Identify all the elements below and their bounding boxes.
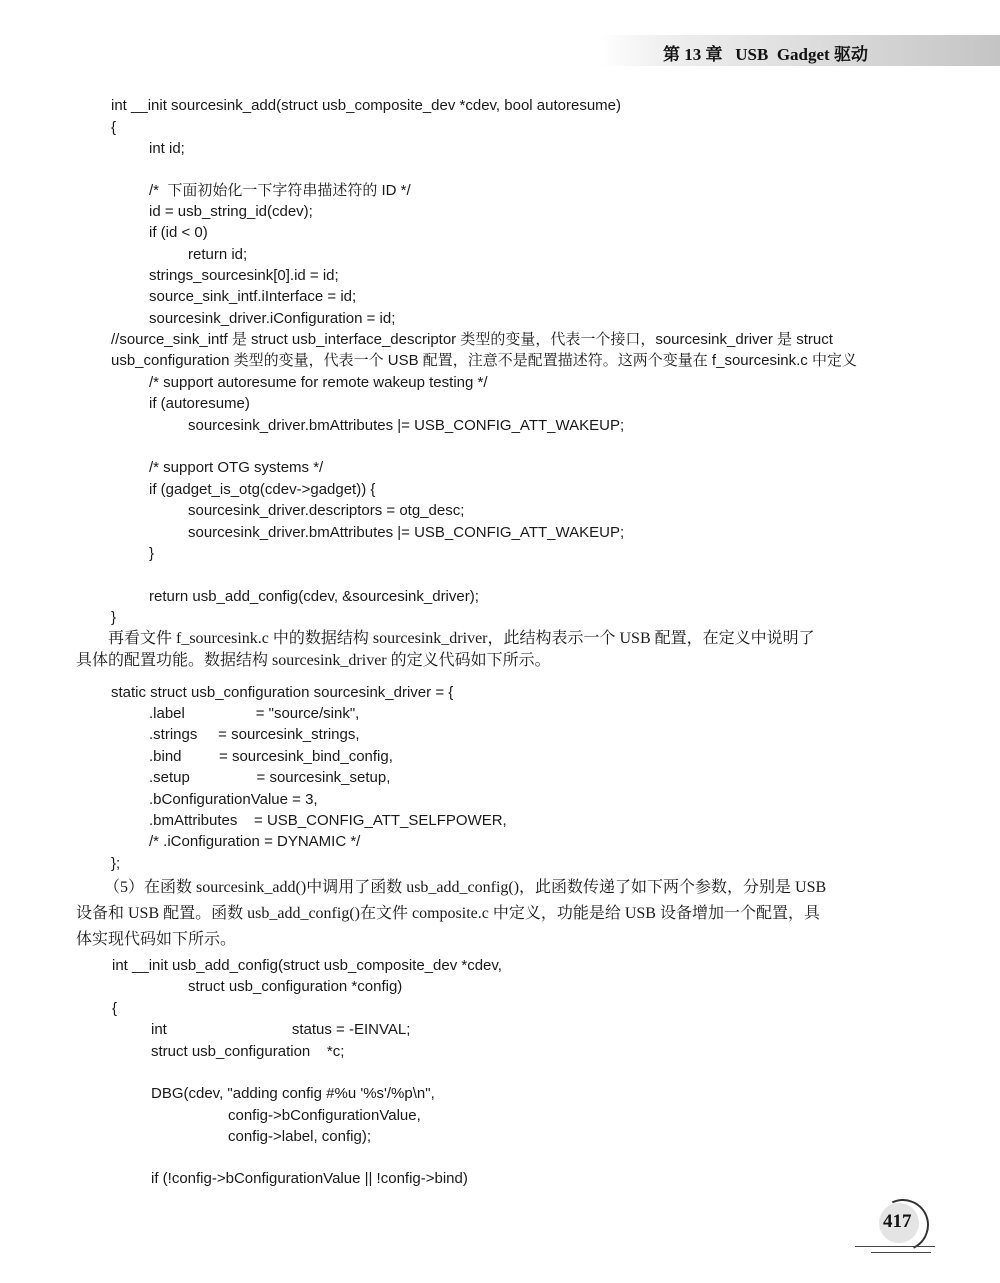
code-line: if (id < 0)	[149, 224, 208, 241]
code-line: config->label, config);	[228, 1128, 371, 1145]
code-line: DBG(cdev, "adding config #%u '%s'/%p\n",	[151, 1085, 435, 1102]
code-line: struct usb_configuration *config)	[188, 978, 403, 995]
code-line: id = usb_string_id(cdev);	[149, 203, 313, 220]
code-line: int status = -EINVAL;	[151, 1021, 411, 1038]
code-line: .bConfigurationValue = 3,	[149, 791, 318, 808]
page-number-badge	[855, 1195, 955, 1265]
code-line: .bind = sourcesink_bind_config,	[149, 748, 393, 765]
body-text-line: 体实现代码如下所示。	[76, 931, 237, 948]
code-line: .label = "source/sink",	[149, 705, 360, 722]
code-line: sourcesink_driver.iConfiguration = id;	[149, 310, 396, 327]
page-number: 417	[883, 1211, 912, 1232]
code-line: }	[149, 545, 155, 562]
code-line: static struct usb_configuration sourcesink_driver = {	[111, 684, 454, 701]
code-line: .bmAttributes = USB_CONFIG_ATT_SELFPOWER,	[149, 812, 507, 829]
code-line: /* support autoresume for remote wakeup testing */	[149, 374, 488, 391]
code-line: /* .iConfiguration = DYNAMIC */	[149, 833, 361, 850]
code-line: sourcesink_driver.bmAttributes |= USB_CONFIG_ATT_WAKEUP;	[188, 524, 625, 541]
code-line: int __init sourcesink_add(struct usb_composite_dev *cdev, bool autoresume)	[111, 97, 621, 114]
code-line: //source_sink_intf 是 struct usb_interface_descriptor 类型的变量，代表一个接口，sourcesink_driver 是 struct	[111, 331, 833, 348]
code-line: {	[111, 119, 117, 136]
code-line: .strings = sourcesink_strings,	[149, 726, 360, 743]
code-line: source_sink_intf.iInterface = id;	[149, 288, 357, 305]
code-line: {	[112, 1000, 118, 1017]
code-line: if (gadget_is_otg(cdev->gadget)) {	[149, 481, 376, 498]
body-text-line: （5）在函数 sourcesink_add()中调用了函数 usb_add_config()，此函数传递了如下两个参数，分别是 USB	[104, 879, 827, 896]
code-line: strings_sourcesink[0].id = id;	[149, 267, 339, 284]
code-line: sourcesink_driver.descriptors = otg_desc;	[188, 502, 465, 519]
code-line: config->bConfigurationValue,	[228, 1107, 421, 1124]
code-line: sourcesink_driver.bmAttributes |= USB_CONFIG_ATT_WAKEUP;	[188, 417, 625, 434]
body-text-line: 具体的配置功能。数据结构 sourcesink_driver 的定义代码如下所示。	[76, 652, 551, 669]
code-line: .setup = sourcesink_setup,	[149, 769, 391, 786]
code-line: return id;	[188, 246, 248, 263]
code-line: struct usb_configuration *c;	[151, 1043, 345, 1060]
footer-rule	[871, 1252, 931, 1253]
footer-rule	[855, 1246, 935, 1247]
code-line: int __init usb_add_config(struct usb_composite_dev *cdev,	[112, 957, 502, 974]
code-line: };	[111, 855, 121, 872]
running-header-chapter-title: 第 13 章 USB Gadget 驱动	[663, 45, 868, 64]
code-line: }	[111, 609, 117, 626]
code-line: if (!config->bConfigurationValue || !config->bind)	[151, 1170, 468, 1187]
code-line: /* 下面初始化一下字符串描述符的 ID */	[149, 182, 411, 199]
code-line: /* support OTG systems */	[149, 459, 324, 476]
body-text-line: 再看文件 f_sourcesink.c 中的数据结构 sourcesink_driver，此结构表示一个 USB 配置，在定义中说明了	[108, 630, 815, 647]
code-line: return usb_add_config(cdev, &sourcesink_driver);	[149, 588, 479, 605]
code-line: if (autoresume)	[149, 395, 250, 412]
code-line: int id;	[149, 140, 185, 157]
code-line: usb_configuration 类型的变量，代表一个 USB 配置，注意不是配置描述符。这两个变量在 f_sourcesink.c 中定义	[111, 352, 857, 369]
body-text-line: 设备和 USB 配置。函数 usb_add_config()在文件 composite.c 中定义，功能是给 USB 设备增加一个配置，具	[76, 905, 820, 922]
